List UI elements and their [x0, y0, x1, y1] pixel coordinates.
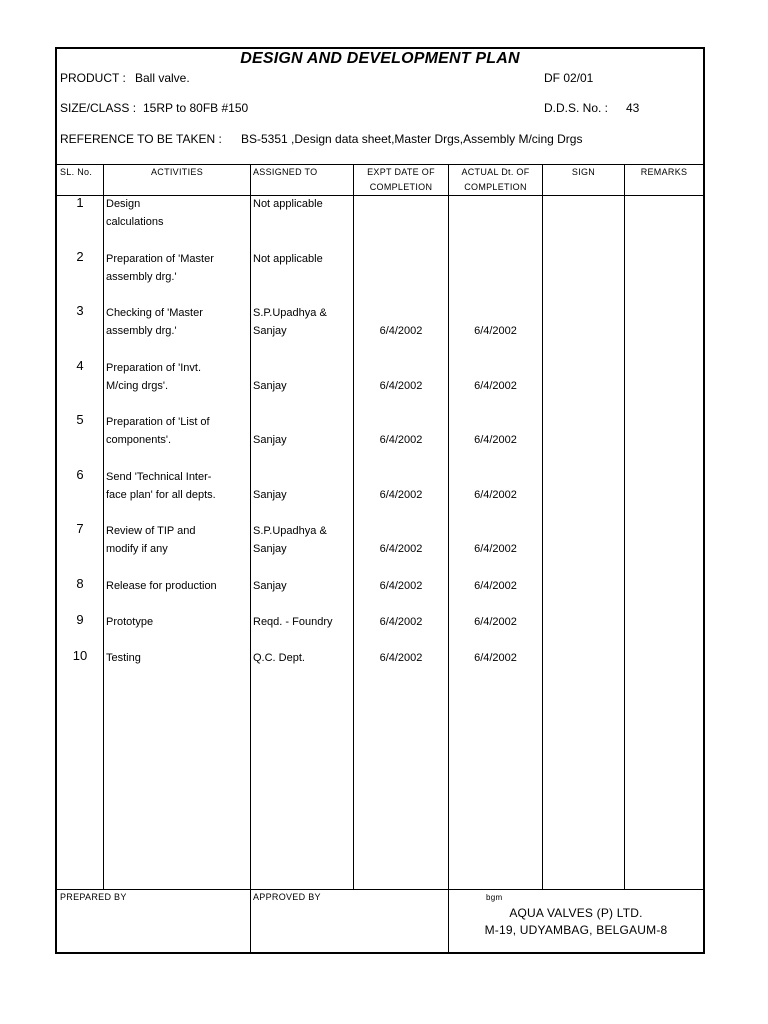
row-4-expt-date: 6/4/2002 — [379, 380, 423, 392]
row-6-sl: 6 — [76, 467, 84, 482]
col-header-remarks: REMARKS — [640, 167, 688, 177]
col-divider-activities — [250, 164, 251, 954]
col-divider-assigned — [353, 164, 354, 889]
footer-top-border — [57, 889, 703, 890]
row-9-expt-date: 6/4/2002 — [379, 616, 423, 628]
document-sheet — [55, 47, 705, 954]
row-10-expt-date: 6/4/2002 — [379, 652, 423, 664]
row-1-sl: 1 — [76, 195, 84, 210]
row-4-assigned-line2: Sanjay — [253, 380, 287, 392]
row-4-activity-line1: Preparation of 'Invt. — [106, 362, 202, 374]
col-divider-sl — [103, 164, 104, 889]
row-1-activity-line2: calculations — [106, 216, 164, 228]
dds-label: D.D.S. No. : — [544, 101, 609, 115]
row-7-activity-line2: modify if any — [106, 543, 168, 555]
col-header-assigned-to: ASSIGNED TO — [253, 167, 318, 177]
row-8-sl: 8 — [76, 576, 84, 591]
row-7-assigned-line2: Sanjay — [253, 543, 287, 555]
row-5-expt-date: 6/4/2002 — [379, 434, 423, 446]
product-label: PRODUCT : — [60, 71, 126, 85]
row-9-activity-line1: Prototype — [106, 616, 154, 628]
row-4-activity-line2: M/cing drgs'. — [106, 380, 169, 392]
row-7-activity-line1: Review of TIP and — [106, 525, 196, 537]
reference-value: BS-5351 ,Design data sheet,Master Drgs,Assembly M/cing Drgs — [241, 132, 583, 146]
approved-by-label: APPROVED BY — [253, 892, 321, 902]
col-header-actual-date: ACTUAL Dt. OF — [461, 167, 530, 177]
row-3-actual-date: 6/4/2002 — [474, 325, 517, 337]
size-class-value: 15RP to 80FB #150 — [143, 101, 249, 115]
company-address: M-19, UDYAMBAG, BELGAUM-8 — [484, 923, 668, 937]
row-9-assigned-line1: Reqd. - Foundry — [253, 616, 333, 628]
row-7-sl: 7 — [76, 521, 84, 536]
row-8-assigned-line1: Sanjay — [253, 580, 287, 592]
row-7-actual-date: 6/4/2002 — [474, 543, 517, 555]
row-3-activity-line2: assembly drg.' — [106, 325, 177, 337]
dds-value: 43 — [626, 101, 640, 115]
row-7-assigned-line1: S.P.Upadhya & — [253, 525, 327, 537]
col-divider-sign — [624, 164, 625, 889]
row-10-activity-line1: Testing — [106, 652, 141, 664]
row-9-actual-date: 6/4/2002 — [474, 616, 517, 628]
prepared-by-label: PREPARED BY — [60, 892, 127, 902]
row-4-sl: 4 — [76, 358, 84, 373]
row-7-expt-date: 6/4/2002 — [379, 543, 423, 555]
row-8-actual-date: 6/4/2002 — [474, 580, 517, 592]
row-3-sl: 3 — [76, 303, 84, 318]
row-2-activity-line2: assembly drg.' — [106, 271, 177, 283]
col-header-activities: ACTIVITIES — [150, 167, 203, 177]
bgm-label: bgm — [486, 893, 503, 902]
row-6-activity-line2: face plan' for all depts. — [106, 489, 216, 501]
row-10-assigned-line1: Q.C. Dept. — [253, 652, 305, 664]
row-6-expt-date: 6/4/2002 — [379, 489, 423, 501]
row-6-actual-date: 6/4/2002 — [474, 489, 517, 501]
row-5-activity-line2: components'. — [106, 434, 172, 446]
row-2-assigned-line1: Not applicable — [253, 253, 323, 265]
row-3-expt-date: 6/4/2002 — [379, 325, 423, 337]
row-8-activity-line1: Release for production — [106, 580, 217, 592]
row-2-activity-line1: Preparation of 'Master — [106, 253, 214, 265]
row-3-activity-line1: Checking of 'Master — [106, 307, 203, 319]
row-3-assigned-line1: S.P.Upadhya & — [253, 307, 327, 319]
table-top-border — [57, 164, 703, 165]
row-10-sl: 10 — [72, 648, 88, 663]
col-header-actual-completion: COMPLETION — [464, 182, 527, 192]
row-5-sl: 5 — [76, 412, 84, 427]
row-1-assigned-line1: Not applicable — [253, 198, 323, 210]
row-6-activity-line1: Send 'Technical Inter- — [106, 471, 212, 483]
col-header-expt-date: EXPT DATE OF — [367, 167, 435, 177]
row-8-expt-date: 6/4/2002 — [379, 580, 423, 592]
row-10-actual-date: 6/4/2002 — [474, 652, 517, 664]
row-5-assigned-line2: Sanjay — [253, 434, 287, 446]
row-5-actual-date: 6/4/2002 — [474, 434, 517, 446]
row-9-sl: 9 — [76, 612, 84, 627]
company-name: AQUA VALVES (P) LTD. — [509, 906, 643, 920]
row-5-activity-line1: Preparation of 'List of — [106, 416, 210, 428]
row-6-assigned-line2: Sanjay — [253, 489, 287, 501]
col-divider-expt — [448, 164, 449, 954]
row-4-actual-date: 6/4/2002 — [474, 380, 517, 392]
row-2-sl: 2 — [76, 249, 84, 264]
col-divider-actual — [542, 164, 543, 889]
product-value: Ball valve. — [135, 71, 190, 85]
page-title: DESIGN AND DEVELOPMENT PLAN — [240, 50, 520, 67]
size-class-label: SIZE/CLASS : — [60, 101, 137, 115]
row-3-assigned-line2: Sanjay — [253, 325, 287, 337]
col-header-sign: SIGN — [571, 167, 596, 177]
col-header-expt-completion: COMPLETION — [369, 182, 433, 192]
header-bottom-border — [57, 195, 703, 196]
doc-number: DF 02/01 — [544, 71, 594, 85]
row-1-activity-line1: Design — [106, 198, 141, 210]
reference-label: REFERENCE TO BE TAKEN : — [60, 132, 222, 146]
col-header-sl-no: SL. No. — [60, 167, 93, 177]
